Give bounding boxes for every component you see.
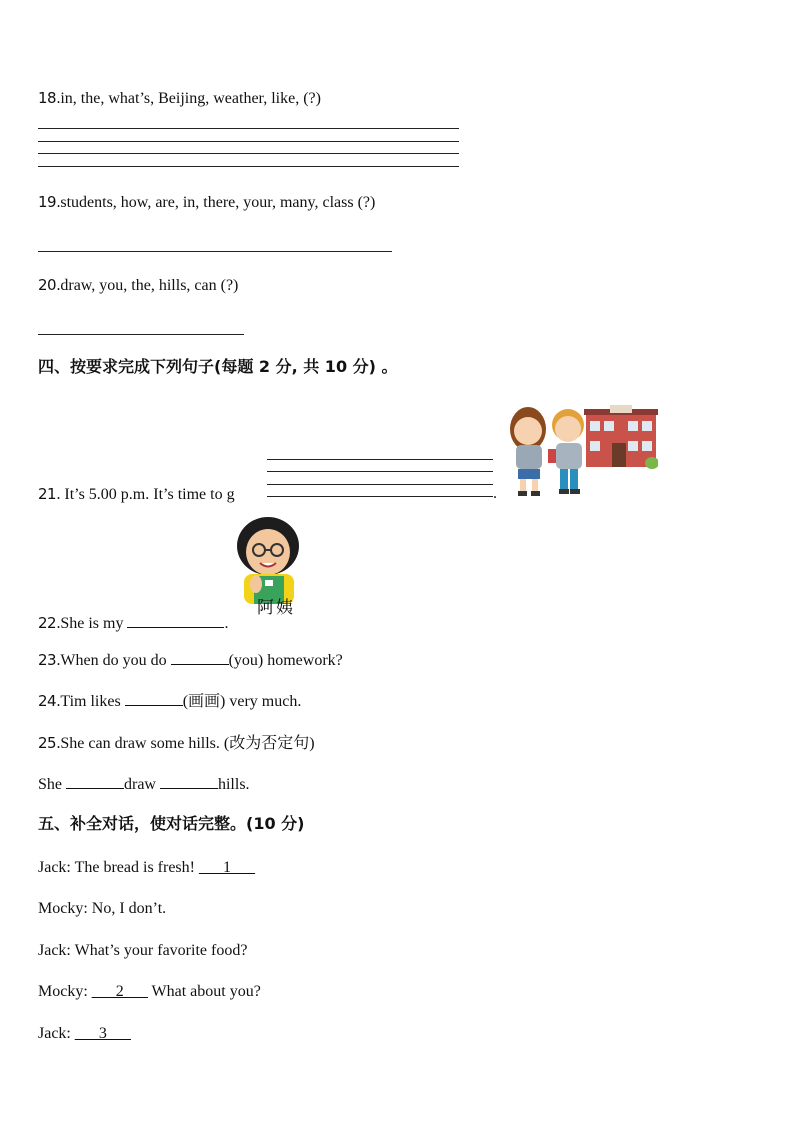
question-number: 25. [38,734,61,752]
dialogue-blank[interactable]: ___1___ [198,859,255,876]
answer-line[interactable] [38,128,459,129]
question-number: 20. [38,276,61,294]
dialogue-text: No, I don’t. [87,900,167,917]
question-text: (you) homework? [228,652,343,669]
answer-blank[interactable] [66,774,124,789]
dialogue-blank[interactable]: ___3___ [74,1025,131,1042]
speaker-name: Jack: [38,942,71,959]
question-number: 23. [38,651,61,669]
question-19 [38,192,375,213]
section-heading: 五、补全对话，使对话完整。(10 分) [38,814,305,833]
section-heading: 四、按要求完成下列句子(每题 2 分, 共 10 分) 。 [38,357,398,376]
question-18 [38,88,321,109]
dialogue-text: The bread is fresh! [70,859,199,876]
question-end-mark: . [493,485,497,502]
answer-blank[interactable] [125,691,183,706]
dialogue-text: What’s your favorite food? [70,942,248,959]
answer-line[interactable] [38,334,244,335]
dialogue-line [38,899,166,919]
answer-blank[interactable] [160,774,218,789]
question-text: Tim likes [60,693,125,710]
answer-line[interactable] [38,251,392,252]
question-25 [38,733,315,754]
question-number: 21. [38,485,61,503]
answer-line[interactable] [38,141,459,142]
question-number: 19. [38,193,61,211]
dialogue-line [38,1024,131,1044]
question-25-answer [38,774,250,795]
dialogue-text: What about you? [147,983,261,1000]
dialogue-line [38,858,255,878]
aunt-icon [236,516,302,604]
answer-text: draw [124,776,160,793]
question-text: draw, you, the, hills, can (?) [60,277,239,294]
question-end-mark: . [224,615,229,632]
speaker-name: Jack: [38,1025,71,1042]
answer-text: She [38,776,66,793]
question-text: students, how, are, in, there, your, many, class (?) [60,194,376,211]
dialogue-line [38,982,261,1002]
dialogue-blank[interactable]: ___2___ [91,983,148,1000]
question-22 [38,613,228,634]
answer-line[interactable] [267,496,493,497]
question-text: She can draw some hills. (改为否定句) [60,735,315,752]
question-number: 18. [38,89,61,107]
answer-line[interactable] [38,166,459,167]
answer-line[interactable] [267,484,493,485]
answer-line[interactable] [267,459,493,460]
answer-line[interactable] [38,153,459,154]
speaker-name: Mocky: [38,983,88,1000]
question-24 [38,691,301,712]
dialogue-line [38,941,247,961]
question-number: 24. [38,692,61,710]
question-21 [38,484,235,505]
question-text: When do you do [60,652,171,669]
question-text: in, the, what’s, Beijing, weather, like, (?) [60,90,321,107]
question-number: 22. [38,614,61,632]
speaker-name: Jack: [38,859,71,876]
image-caption: 阿姨 [257,598,295,618]
speaker-name: Mocky: [38,900,88,917]
question-text: It’s 5.00 p.m. It’s time to g [60,486,235,503]
question-text: (画画) very much. [182,693,302,710]
question-text: She is my [60,615,128,632]
question-20 [38,275,238,296]
answer-blank[interactable] [127,613,224,628]
answer-blank[interactable] [171,650,229,665]
answer-text: hills. [217,776,250,793]
answer-line[interactable] [267,471,493,472]
students-school-icon [506,401,658,499]
question-23 [38,650,343,671]
